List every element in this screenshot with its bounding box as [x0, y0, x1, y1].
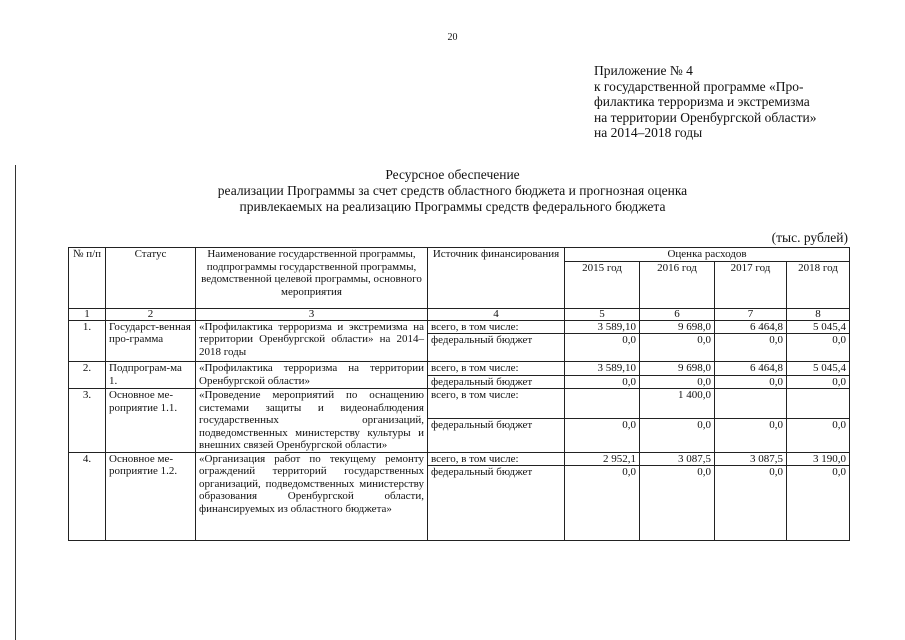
row-value: 0,0 — [640, 419, 715, 453]
row-status: Подпрограм-ма 1. — [106, 362, 196, 389]
row-value — [715, 389, 787, 419]
row-value: 0,0 — [787, 466, 850, 541]
appendix-line: филактика терроризма и экстремизма — [594, 94, 810, 109]
appendix-note — [594, 63, 854, 141]
row-value: 3 190,0 — [787, 452, 850, 466]
row-value: 5 045,4 — [787, 362, 850, 376]
appendix-line: Приложение № 4 — [594, 63, 693, 78]
row-name: «Организация работ по текущему ремонту ограждений территорий государственных организаций, подведомственных министерству образования Оренбургской области, финансируемых из областного бюджета» — [196, 452, 428, 541]
row-value: 0,0 — [565, 375, 640, 389]
row-value: 0,0 — [715, 375, 787, 389]
row-source: федеральный бюджет — [428, 466, 565, 541]
row-value: 3 589,10 — [565, 362, 640, 376]
row-value: 0,0 — [715, 466, 787, 541]
column-number-row — [69, 308, 850, 320]
column-number: 4 — [428, 308, 565, 320]
units-label: (тыс. рублей) — [771, 230, 848, 245]
column-number: 2 — [106, 308, 196, 320]
header-year: 2015 год — [565, 261, 640, 308]
row-value: 3 589,10 — [565, 320, 640, 334]
column-number: 6 — [640, 308, 715, 320]
appendix-line: на 2014–2018 годы — [594, 125, 703, 140]
document-title — [0, 167, 905, 215]
row-value: 0,0 — [565, 334, 640, 362]
row-source: федеральный бюджет — [428, 419, 565, 453]
row-value: 0,0 — [715, 419, 787, 453]
row-value: 0,0 — [565, 466, 640, 541]
row-number: 4. — [69, 452, 106, 541]
row-status: Основное ме-роприятие 1.2. — [106, 452, 196, 541]
title-line: реализации Программы за счет средств областного бюджета и прогнозная оценка — [217, 183, 688, 198]
header-name: Наименование государственной программы, подпрограммы государственной программы, ведомственной целевой программы, основного мероприятия — [196, 248, 428, 309]
column-number: 5 — [565, 308, 640, 320]
row-value: 0,0 — [640, 375, 715, 389]
row-value: 1 400,0 — [640, 389, 715, 419]
row-value: 9 698,0 — [640, 320, 715, 334]
header-row — [69, 248, 850, 262]
row-source: федеральный бюджет — [428, 375, 565, 389]
row-value: 0,0 — [787, 419, 850, 453]
header-estimate: Оценка расходов — [565, 248, 850, 262]
row-source: всего, в том числе: — [428, 389, 565, 419]
row-status: Государст-венная про-грамма — [106, 320, 196, 362]
row-number: 2. — [69, 362, 106, 389]
appendix-line: к государственной программе «Про- — [594, 78, 804, 94]
resource-table — [68, 247, 850, 541]
appendix-line: на территории Оренбургской области» — [594, 109, 817, 125]
column-number: 7 — [715, 308, 787, 320]
row-value: 0,0 — [640, 334, 715, 362]
row-value: 5 045,4 — [787, 320, 850, 334]
row-value: 3 087,5 — [715, 452, 787, 466]
row-value — [565, 389, 640, 419]
column-number: 1 — [69, 308, 106, 320]
header-status: Статус — [106, 248, 196, 309]
scan-edge-line — [15, 165, 16, 640]
row-status: Основное ме-роприятие 1.1. — [106, 389, 196, 453]
title-line: привлекаемых на реализацию Программы средств федерального бюджета — [239, 199, 666, 214]
row-source: всего, в том числе: — [428, 362, 565, 376]
header-year: 2016 год — [640, 261, 715, 308]
header-year: 2017 год — [715, 261, 787, 308]
row-number: 3. — [69, 389, 106, 453]
row-value: 0,0 — [787, 375, 850, 389]
table-row — [69, 320, 850, 334]
header-source: Источник финансирования — [428, 248, 565, 309]
row-value: 2 952,1 — [565, 452, 640, 466]
row-name: «Проведение мероприятий по оснащению системами защиты и видеонаблюдения государственных организаций, подведомственных министерству культуры и внешних связей Оренбургской области» — [196, 389, 428, 453]
row-source: всего, в том числе: — [428, 320, 565, 334]
row-source: всего, в том числе: — [428, 452, 565, 466]
row-value: 0,0 — [565, 419, 640, 453]
title-line: Ресурсное обеспечение — [385, 167, 520, 182]
row-value: 6 464,8 — [715, 320, 787, 334]
row-value: 0,0 — [715, 334, 787, 362]
table-row — [69, 362, 850, 376]
row-value: 0,0 — [640, 466, 715, 541]
row-source: федеральный бюджет — [428, 334, 565, 362]
row-value: 0,0 — [787, 334, 850, 362]
column-number: 3 — [196, 308, 428, 320]
row-name: «Профилактика терроризма и экстремизма на территории Оренбургской области» на 2014–2018 годы — [196, 320, 428, 362]
row-value: 9 698,0 — [640, 362, 715, 376]
row-value: 3 087,5 — [640, 452, 715, 466]
column-number: 8 — [787, 308, 850, 320]
table-row — [69, 452, 850, 466]
header-no: № п/п — [69, 248, 106, 309]
header-year: 2018 год — [787, 261, 850, 308]
row-number: 1. — [69, 320, 106, 362]
row-name: «Профилактика терроризма на территории Оренбургской области» — [196, 362, 428, 389]
row-value: 6 464,8 — [715, 362, 787, 376]
table-row — [69, 389, 850, 419]
page-number: 20 — [447, 32, 458, 43]
row-value — [787, 389, 850, 419]
